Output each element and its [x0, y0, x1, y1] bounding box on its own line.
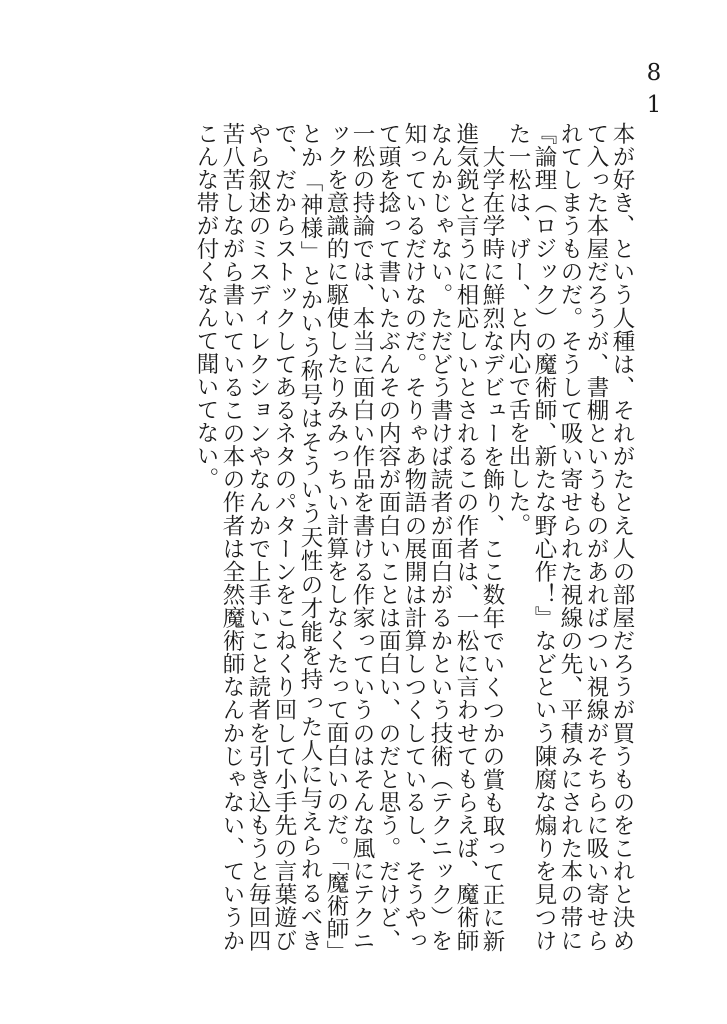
- paragraph-2: 大学在学時に鮮烈なデビューを飾り、ここ数年でいくつかの賞も取って正に新進気鋭と言うに相応しいとされるこの作者は、一松に言わせてもらえば、魔術師なんかじゃない。ただどう書けば読者が面白がるかという技術（テクニック）を知っているだけなのだ。そりゃあ物語の展開は計算しつくしているし、そうやって頭を捻って書いたぶんその内容が面白いことは面白い、のだと思う。だけど、一松の持論では、本当に面白い作品を書ける作家っていうのはそんな風にテクニックを意識的に駆使したりみみっちい計算をしなくたって面白いのだ。「魔術師」とか「神様」とかいう称号はそういう天性の才能を持った人に与えられるべきで、だからストックしてあるネタのパターンをこねくり回して小手先の言葉遊びやら叙述のミスディレクションやなんかで上手いこと読者を引き込もうと毎回四苦八苦しながら書いているこの本の作者は全然魔術師なんかじゃない、ていうかこんな帯が付くなんて聞いてない。: [193, 122, 505, 952]
- paragraph-1: 本が好き、という人種は、それがたとえ人の部屋だろうが買うものをこれと決めて入った本屋だろうが、書棚というものがあればつい視線がそちらに吸い寄せられてしまうものだ。そうして吸い寄せられた視線の先、平積みにされた本の帯に『論理（ロジック）の魔術師、新たな野心作！』などという陳腐な煽りを見つけた一松は、げー、と内心で舌を出した。: [505, 122, 635, 952]
- body-text: [35, 122, 635, 952]
- page-number: 81: [641, 60, 667, 124]
